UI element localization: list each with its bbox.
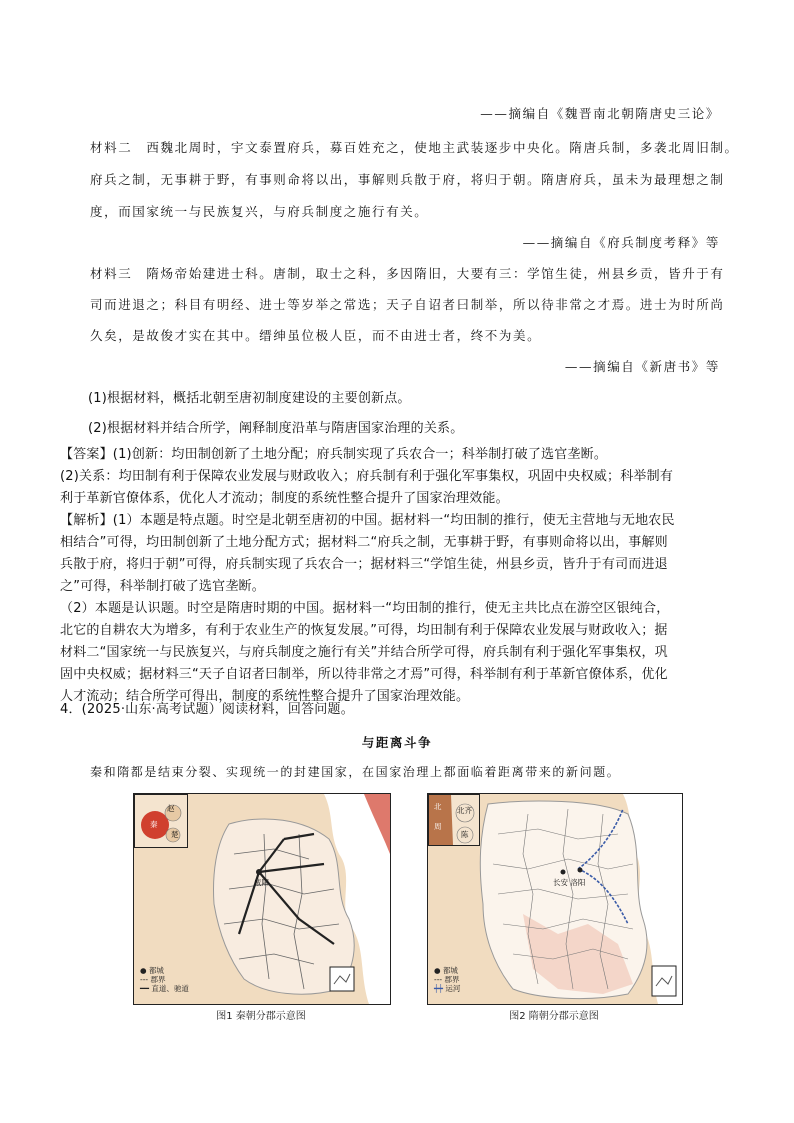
- sui-capitals-label: 长安 洛阳: [553, 878, 586, 887]
- analysis-line: 兵散于府，将归于朝”可得，府兵制实现了兵农合一；据材料三“学馆生徒，州县乡贡，皆升于有司而进退: [60, 557, 668, 572]
- legend-canal: ┿┿ 运河: [434, 984, 461, 993]
- qin-inset-map: [134, 794, 188, 848]
- analysis-line: 北它的自耕农大为增多，有利于农业生产的恢复发展。”可得，均田制有利于保障农业发展与财政收入；据: [60, 623, 668, 638]
- material3-line: 司而进退之；科目有明经、进士等岁举之常选；天子自诏者曰制举，所以待非常之才焉。进士为时所尚: [90, 297, 725, 312]
- question-4-header: 4．(2025·山东·高考试题）阅读材料，回答问题。: [60, 702, 354, 717]
- question-4-intro: 秦和隋都是结束分裂、实现统一的封建国家，在国家治理上都面临着距离带来的新问题。: [90, 765, 621, 779]
- sui-inset-label: 陈: [461, 830, 469, 839]
- solid-line-icon: ━━: [140, 984, 150, 993]
- qin-map-legend: [140, 966, 189, 993]
- answer-line: 利于革新官僚体系，优化人才流动；制度的系统性整合提升了国家治理效能。: [60, 491, 509, 506]
- analysis-line: 之”可得，科举制打破了选官垄断。: [60, 579, 265, 594]
- sui-inset-label: 周: [434, 822, 442, 831]
- capital-dot-icon: ●: [140, 966, 147, 975]
- legend-capital: ● 都城: [434, 966, 458, 975]
- sui-inset-label: 北: [434, 802, 442, 811]
- analysis-line: 材料二“国家统一与民族复兴，与府兵制度之施行有关”并结合所学可得，府兵制有利于强化军事集权，巩: [60, 645, 668, 660]
- material2-line: 度，而国家统一与民族复兴，与府兵制度之施行有关。: [90, 204, 429, 219]
- canal-line-icon: ┿┿: [434, 984, 444, 993]
- answer-line: (2)关系：均田制有利于保障农业发展与财政收入；府兵制有利于强化军事集权，巩固中央权威；科举制有: [60, 469, 674, 484]
- figure-2-caption: 图2 隋朝分郡示意图: [509, 1011, 599, 1022]
- answer-line: 【答案】(1)创新：均田制创新了土地分配；府兵制实现了兵农合一；科举制打破了选官垄断。: [60, 447, 608, 462]
- material3-line: 久矣，是故俊才实在其中。缙绅虽位极人臣，而不由进士者，终不为美。: [90, 328, 542, 343]
- analysis-line: 【解析】(1）本题是特点题。时空是北朝至唐初的中国。据材料一“均田制的推行，使无主营地与无地农民: [60, 513, 675, 528]
- analysis-line: （2）本题是认识题。时空是隋唐时期的中国。据材料一“均田制的推行，使无主共比点在游空区银纯合，: [60, 601, 670, 616]
- material2-line: 府兵之制，无事耕于野，有事则命将以出，事解则兵散于府，将归于朝。隋唐府兵，虽未为最理想之制: [90, 172, 725, 187]
- question-4-title: 与距离斗争: [361, 735, 433, 750]
- sui-inset-label: 北齐: [457, 806, 472, 815]
- legend-capital: ● 都城: [140, 966, 164, 975]
- sui-map-legend: [434, 966, 460, 993]
- material2-line: 材料二 西魏北周时，宇文泰置府兵，募百姓充之，使地主武装逐步中央化。隋唐兵制，多袭北周旧制。: [90, 140, 739, 155]
- qin-map: [133, 793, 391, 1005]
- dashed-line-icon: ---: [140, 975, 149, 984]
- qin-inset-label: 赵: [167, 804, 175, 813]
- qin-inset-label: 秦: [150, 820, 158, 829]
- question-2: (2)根据材料并结合所学，阐释制度沿革与隋唐国家治理的关系。: [88, 421, 464, 436]
- legend-boundary: --- 郡界: [434, 975, 460, 984]
- sui-inset-map: [428, 794, 480, 846]
- question-1: (1)根据材料，概括北朝至唐初制度建设的主要创新点。: [88, 391, 411, 406]
- dashed-line-icon: ---: [434, 975, 443, 984]
- legend-boundary: --- 郡界: [140, 975, 166, 984]
- material2-source: ——摘编自《府兵制度考释》等: [522, 235, 720, 250]
- material3-source: ——摘编自《新唐书》等: [564, 359, 720, 374]
- material3-line: 材料三 隋炀帝始建进士科。唐制，取士之科，多因隋旧，大要有三：学馆生徒，州县乡贡，皆升于有: [90, 266, 725, 281]
- analysis-line: 人才流动；结合所学可得出，制度的系统性整合提升了国家治理效能。: [60, 689, 470, 704]
- legend-road: ━━ 直道、驰道: [140, 984, 189, 993]
- material1-source: ——摘编自《魏晋南北朝隋唐史三论》: [480, 106, 720, 121]
- sui-map: [427, 793, 683, 1005]
- analysis-line: 固中央权威；据材料三“天子自诏者曰制举，所以待非常之才焉”可得，科举制有利于革新官僚体系，优化: [60, 667, 668, 682]
- capital-dot-icon: ●: [434, 966, 441, 975]
- qin-inset-label: 楚: [171, 830, 179, 839]
- analysis-line: 相结合”可得，均田制创新了土地分配方式；据材料二“府兵之制，无事耕于野，有事则命将以出，事解则: [60, 535, 668, 550]
- qin-capital-label: 咸阳: [254, 878, 269, 887]
- figure-1-caption: 图1 秦朝分郡示意图: [216, 1011, 306, 1022]
